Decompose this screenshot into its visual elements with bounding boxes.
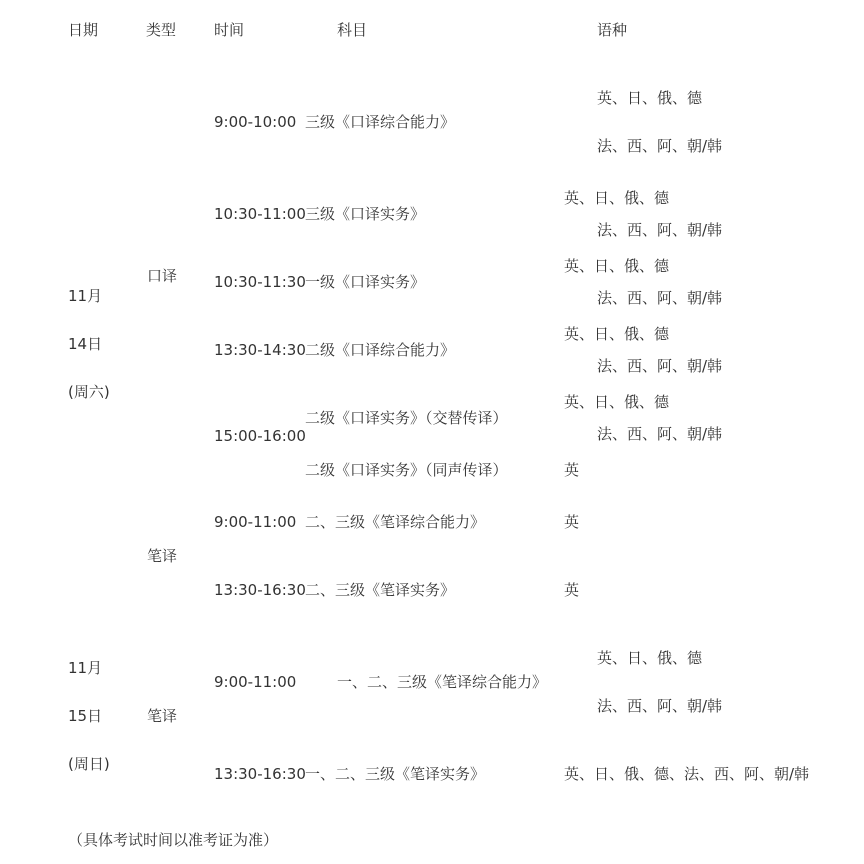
day1-type-interpretation: 口译 xyxy=(147,267,178,285)
table-row-time: 10:30-11:00 xyxy=(214,205,306,223)
table-row-language: 法、西、阿、朝/韩 xyxy=(597,221,723,239)
day1-date-weekday: (周六) xyxy=(68,383,110,401)
table-row-time: 10:30-11:30 xyxy=(214,273,306,291)
table-row-time: 9:00-10:00 xyxy=(214,113,297,131)
table-row-subject: 三级《口译综合能力》 xyxy=(305,113,456,131)
table-row-language: 英、日、俄、德 xyxy=(564,257,670,275)
table-row-language: 英、日、俄、德 xyxy=(564,393,670,411)
table-row-time: 9:00-11:00 xyxy=(214,673,297,691)
table-row-subject: 二、三级《笔译实务》 xyxy=(305,581,456,599)
table-row-subject: 二级《口译实务》（交替传译） xyxy=(305,409,508,427)
day1-date-day: 14日 xyxy=(68,335,103,353)
header-type: 类型 xyxy=(146,21,177,39)
header-time: 时间 xyxy=(214,21,245,39)
header-subject: 科目 xyxy=(337,21,368,39)
day1-type-translation: 笔译 xyxy=(147,547,178,565)
table-row-language: 法、西、阿、朝/韩 xyxy=(597,697,723,715)
table-row-time: 13:30-16:30 xyxy=(214,581,306,599)
table-row-language: 英、日、俄、德 xyxy=(564,189,670,207)
table-row-language: 英、日、俄、德、法、西、阿、朝/韩 xyxy=(564,765,810,783)
table-row-language: 英 xyxy=(564,513,580,531)
table-row-time: 13:30-16:30 xyxy=(214,765,306,783)
table-row-subject: 二级《口译实务》（同声传译） xyxy=(305,461,508,479)
table-row-time: 13:30-14:30 xyxy=(214,341,306,359)
table-row-subject: 一、二、三级《笔译实务》 xyxy=(305,765,486,783)
day1-date-month: 11月 xyxy=(68,287,103,305)
table-row-subject: 二、三级《笔译综合能力》 xyxy=(305,513,486,531)
table-row-language: 英、日、俄、德 xyxy=(597,89,703,107)
header-language: 语种 xyxy=(597,21,628,39)
day2-date-weekday: (周日) xyxy=(68,755,110,773)
table-row-language: 英、日、俄、德 xyxy=(564,325,670,343)
table-row-language: 法、西、阿、朝/韩 xyxy=(597,357,723,375)
day2-date-day: 15日 xyxy=(68,707,103,725)
day2-date-month: 11月 xyxy=(68,659,103,677)
table-row-language: 法、西、阿、朝/韩 xyxy=(597,425,723,443)
table-row-language: 英 xyxy=(564,461,580,479)
table-row-subject: 一级《口译实务》 xyxy=(305,273,426,291)
table-row-language: 英、日、俄、德 xyxy=(597,649,703,667)
table-row-subject: 二级《口译综合能力》 xyxy=(305,341,456,359)
table-row-subject: 一、二、三级《笔译综合能力》 xyxy=(337,673,548,691)
table-row-subject: 三级《口译实务》 xyxy=(305,205,426,223)
footnote: （具体考试时间以准考证为准） xyxy=(68,831,279,849)
day2-type-translation: 笔译 xyxy=(147,707,178,725)
table-row-language: 法、西、阿、朝/韩 xyxy=(597,137,723,155)
table-row-language: 法、西、阿、朝/韩 xyxy=(597,289,723,307)
header-date: 日期 xyxy=(68,21,99,39)
table-row-time: 9:00-11:00 xyxy=(214,513,297,531)
table-row-time: 15:00-16:00 xyxy=(214,427,306,445)
table-row-language: 英 xyxy=(564,581,580,599)
